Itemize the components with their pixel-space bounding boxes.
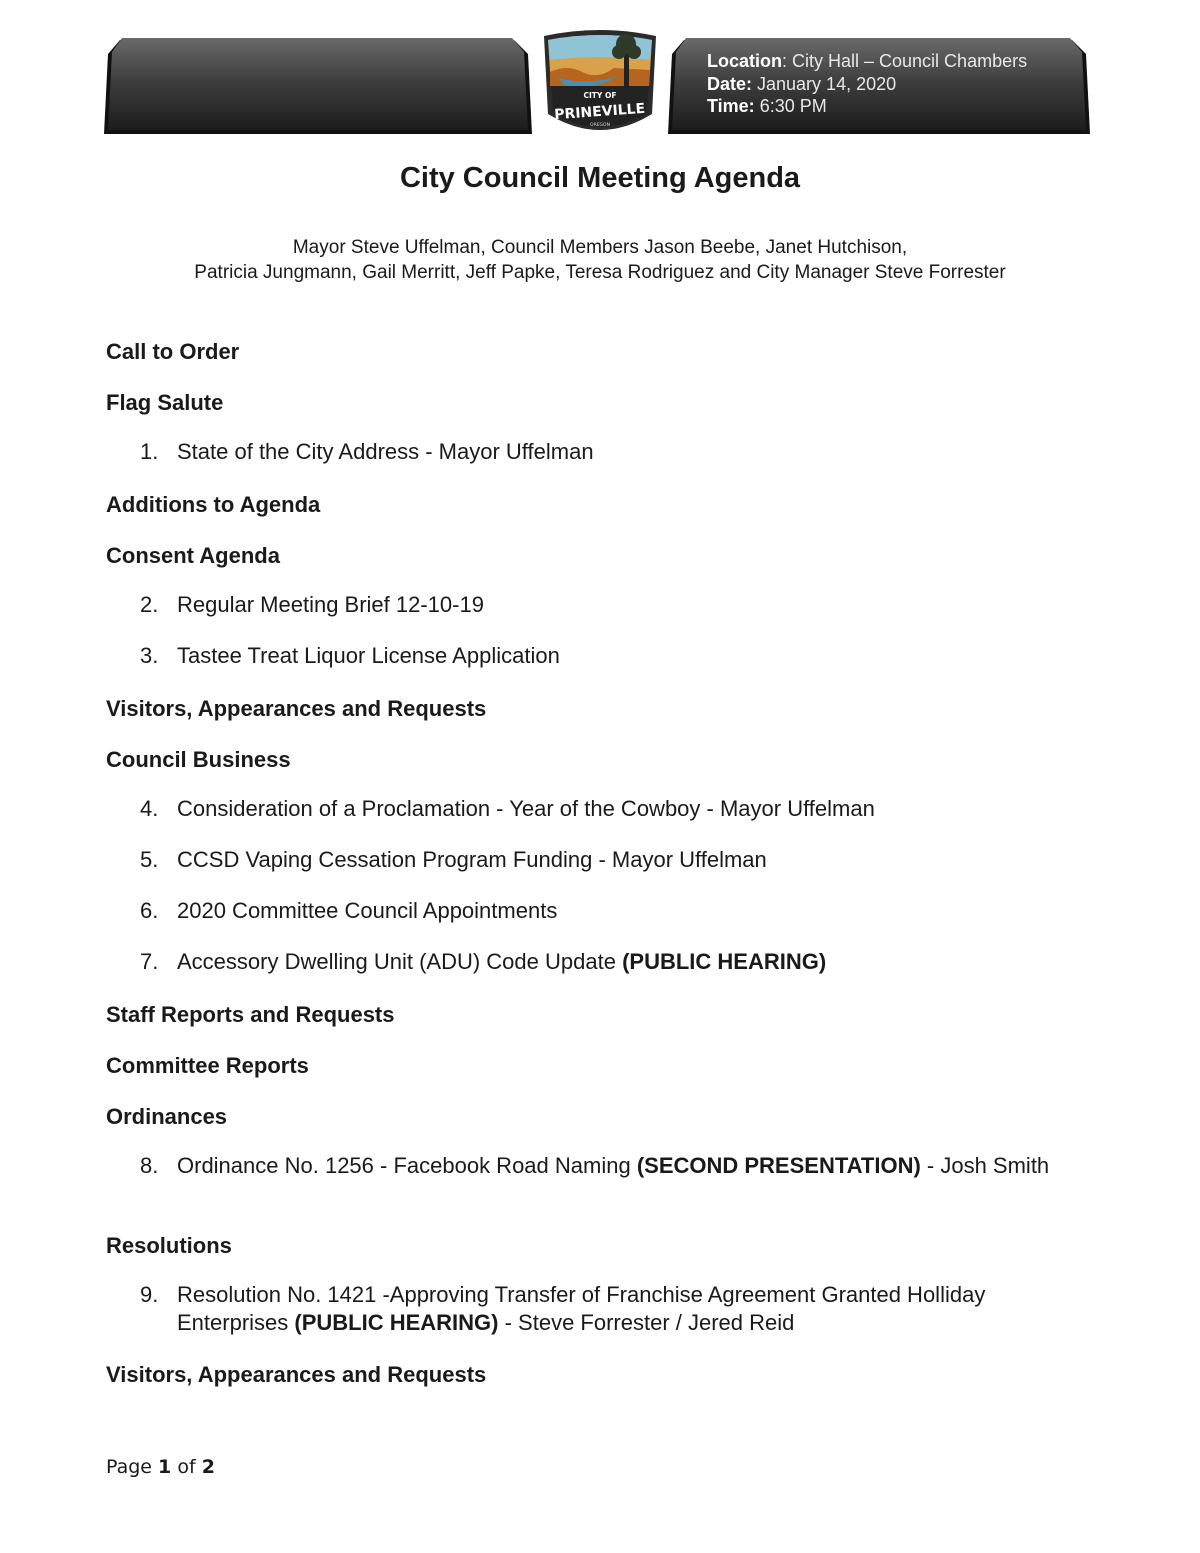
svg-text:OREGON: OREGON bbox=[590, 123, 610, 128]
section-consent-agenda: Consent Agenda bbox=[106, 543, 280, 568]
agenda-item-6: 6. 2020 Committee Council Appointments bbox=[140, 898, 558, 923]
meeting-date: Date: January 14, 2020 bbox=[707, 73, 897, 94]
section-ordinances: Ordinances bbox=[106, 1104, 228, 1129]
section-visitors-2: Visitors, Appearances and Requests bbox=[106, 1362, 487, 1387]
section-flag-salute: Flag Salute bbox=[106, 390, 224, 415]
meeting-time: Time: 6:30 PM bbox=[707, 96, 827, 116]
section-visitors-1: Visitors, Appearances and Requests bbox=[106, 696, 487, 721]
attendees-line-1: Mayor Steve Uffelman, Council Members Jason Beebe, Janet Hutchison, bbox=[292, 237, 908, 258]
agenda-item-3: 3. Tastee Treat Liquor License Application bbox=[140, 643, 560, 668]
section-call-to-order: Call to Order bbox=[106, 339, 240, 364]
agenda-item-2: 2. Regular Meeting Brief 12-10-19 bbox=[140, 592, 484, 617]
header-banner-left bbox=[104, 34, 532, 138]
section-council-business: Council Business bbox=[106, 747, 291, 772]
svg-text:CITY OF: CITY OF bbox=[583, 91, 617, 100]
agenda-item-1: 1. State of the City Address - Mayor Uffelman bbox=[140, 439, 594, 464]
agenda bbox=[106, 336, 1066, 1410]
attendees-line-2: Patricia Jungmann, Gail Merritt, Jeff Papke, Teresa Rodriguez and City Manager Steve Forrester bbox=[194, 262, 1006, 283]
attendees bbox=[0, 235, 1200, 285]
page-title: City Council Meeting Agenda bbox=[399, 162, 801, 194]
city-logo bbox=[538, 28, 662, 140]
agenda-item-7: 7. Accessory Dwelling Unit (ADU) Code Update (PUBLIC HEARING) bbox=[140, 949, 827, 974]
section-resolutions: Resolutions bbox=[106, 1233, 232, 1258]
agenda-item-9: 9. Resolution No. 1421 -Approving Transfer of Franchise Agreement Granted Holliday Enterprises (PUBLIC HEARING) - Steve Forrester / Jered Reid bbox=[140, 1282, 986, 1335]
page-number: Page 1 of 2 bbox=[106, 1456, 215, 1478]
section-additions: Additions to Agenda bbox=[106, 492, 321, 517]
agenda-item-8: 8. Ordinance No. 1256 - Facebook Road Naming (SECOND PRESENTATION) - Josh Smith bbox=[140, 1153, 1050, 1178]
section-staff-reports: Staff Reports and Requests bbox=[106, 1002, 395, 1027]
agenda-item-4: 4. Consideration of a Proclamation - Year of the Cowboy - Mayor Uffelman bbox=[140, 796, 875, 821]
meeting-location: Location: City Hall – Council Chambers bbox=[707, 51, 1028, 71]
agenda-item-5: 5. CCSD Vaping Cessation Program Funding - Mayor Uffelman bbox=[140, 847, 767, 872]
section-committee-reports: Committee Reports bbox=[106, 1053, 309, 1078]
svg-text:PRINEVILLE: PRINEVILLE bbox=[553, 100, 646, 124]
meeting-info bbox=[707, 50, 1077, 118]
